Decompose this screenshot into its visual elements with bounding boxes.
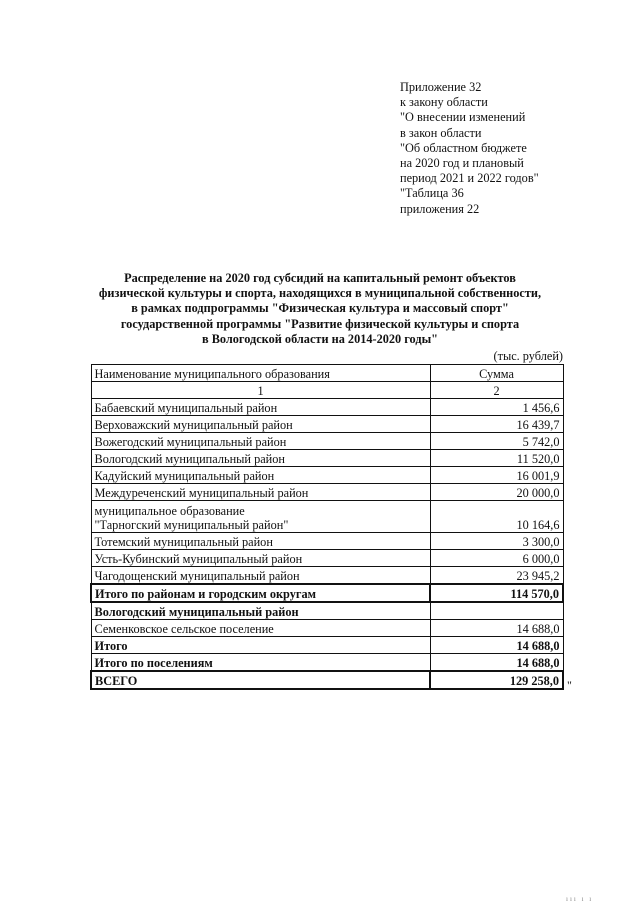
- title-line: в рамках подпрограммы "Физическая культура и массовый спорт": [131, 301, 509, 316]
- title-line: физической культуры и спорта, находящихся в муниципальной собственности,: [98, 286, 542, 301]
- column-number-row: [91, 382, 563, 399]
- table-row: [91, 399, 563, 416]
- row-name: ВСЕГО: [91, 671, 430, 689]
- row-amount: 11 520,0: [430, 450, 563, 467]
- table-row: [91, 416, 563, 433]
- row-name: Бабаевский муниципальный район: [91, 399, 430, 416]
- table-row: [91, 550, 563, 567]
- grand-total-row: [91, 671, 563, 689]
- column-header-amount: Сумма: [430, 365, 563, 382]
- row-name: Итого по поселениям: [91, 654, 430, 672]
- appendix-line: приложения 22: [400, 201, 480, 216]
- document-title: [70, 271, 570, 347]
- appendix-line: к закону области: [400, 95, 488, 110]
- row-amount: 5 742,0: [430, 433, 563, 450]
- units-label: (тыс. рублей): [493, 349, 563, 363]
- row-amount: 14 688,0: [430, 620, 563, 637]
- row-name: Чагодощенский муниципальный район: [91, 567, 430, 585]
- row-amount: 14 688,0: [430, 654, 563, 672]
- row-name: Семенковское сельское поселение: [91, 620, 430, 637]
- table-row: [91, 484, 563, 501]
- row-name: Междуреченский муниципальный район: [91, 484, 430, 501]
- row-amount: 20 000,0: [430, 484, 563, 501]
- row-amount: 6 000,0: [430, 550, 563, 567]
- row-name: Итого по районам и городским округам: [91, 584, 430, 602]
- row-name: Усть-Кубинский муниципальный район: [91, 550, 430, 567]
- table-row: [91, 567, 563, 585]
- row-amount: 23 945,2: [430, 567, 563, 585]
- subtotal-row: [91, 654, 563, 672]
- row-amount: 129 258,0: [430, 671, 563, 689]
- table-row: [91, 467, 563, 484]
- row-amount: 3 300,0: [430, 533, 563, 550]
- section-header-row: [91, 602, 563, 620]
- row-name: [91, 501, 430, 533]
- table-row: [91, 433, 563, 450]
- table-row: [91, 501, 563, 533]
- title-line: Распределение на 2020 год субсидий на капитальный ремонт объектов: [124, 271, 516, 285]
- column-number: 1: [91, 382, 430, 399]
- table-row: [91, 620, 563, 637]
- row-name: Итого: [91, 637, 430, 654]
- row-amount: 14 688,0: [430, 637, 563, 654]
- appendix-line: в закон области: [400, 125, 482, 140]
- row-name-line: "Тарногский муниципальный район": [94, 518, 289, 532]
- row-amount: 16 001,9: [430, 467, 563, 484]
- appendix-line: "Таблица 36: [400, 186, 464, 201]
- table-row: [91, 533, 563, 550]
- appendix-line: на 2020 год и плановый: [400, 156, 524, 171]
- row-name: Вологодский муниципальный район: [91, 450, 430, 467]
- subtotal-row: [91, 637, 563, 654]
- appendix-line: "О внесении изменений: [400, 110, 526, 125]
- row-name: Тотемский муниципальный район: [91, 533, 430, 550]
- row-amount: [430, 602, 563, 620]
- subsidies-table: [90, 364, 564, 690]
- table-header-row: [91, 365, 563, 382]
- appendix-line: Приложение 32: [400, 80, 482, 94]
- row-name-line: муниципальное образование: [94, 504, 245, 518]
- column-header-name: Наименование муниципального образования: [91, 365, 430, 382]
- table-row: [91, 450, 563, 467]
- subtotal-row: [91, 584, 563, 602]
- title-line: государственной программы "Развитие физической культуры и спорта: [120, 316, 520, 331]
- row-amount: 16 439,7: [430, 416, 563, 433]
- row-name: Вожегодский муниципальный район: [91, 433, 430, 450]
- appendix-line: период 2021 и 2022 годов": [400, 171, 539, 186]
- closing-quote-mark: ": [567, 678, 572, 692]
- row-amount: 1 456,6: [430, 399, 563, 416]
- row-name: Вологодский муниципальный район: [91, 602, 430, 620]
- row-amount: 10 164,6: [430, 501, 563, 533]
- row-name: Кадуйский муниципальный район: [91, 467, 430, 484]
- title-line: в Вологодской области на 2014-2020 годы": [201, 331, 438, 346]
- row-name: Верховажский муниципальный район: [91, 416, 430, 433]
- appendix-line: "Об областном бюджете: [400, 140, 527, 155]
- row-amount: 114 570,0: [430, 584, 563, 602]
- page-scan-mark: ııı ı ı: [566, 895, 594, 903]
- column-number: 2: [430, 382, 563, 399]
- appendix-note: [400, 80, 630, 217]
